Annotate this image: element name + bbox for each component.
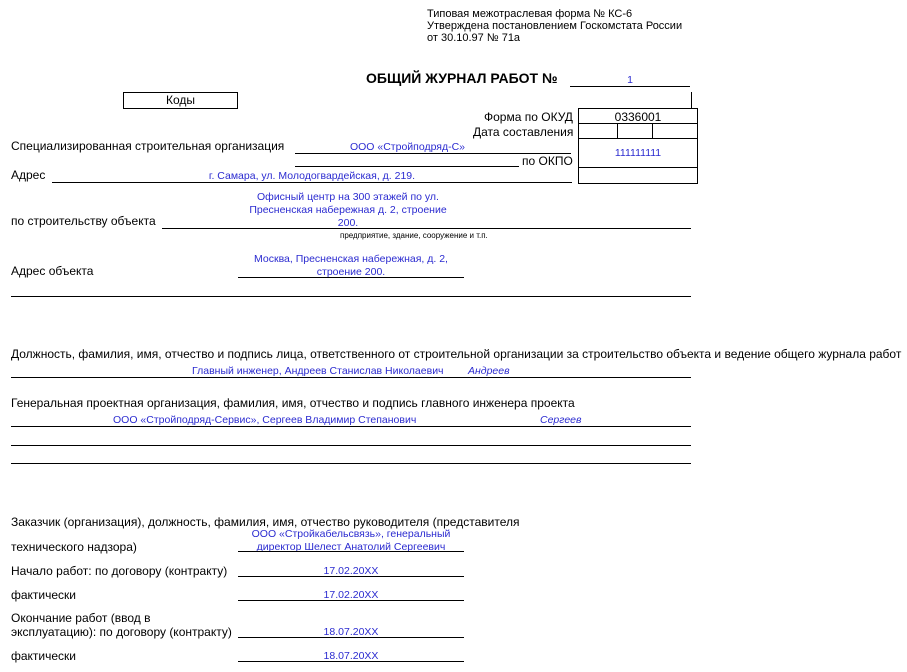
start-actual-line [238,600,464,601]
form-reference-line1: Типовая межотраслевая форма № КС-6 [427,8,633,20]
journal-title: ОБЩИЙ ЖУРНАЛ РАБОТ № [366,70,558,86]
form-reference-line3: от 30.10.97 № 71а [427,32,521,44]
start-contract-line [238,576,464,577]
codes-table-row-line [578,138,698,139]
organization-label: Специализированная строительная организация [11,139,285,153]
object-address-value[interactable]: Москва, Пресненская набережная, д. 2, строение 200. [254,253,448,278]
organization-line-2 [295,166,519,167]
object-address-line [238,277,464,278]
object-hint: предприятие, здание, сооружение и т.п. [340,231,488,240]
designer-line-3 [11,463,691,464]
customer-label-2: технического надзора) [11,540,137,554]
end-actual-value[interactable]: 18.07.20XX [323,650,379,662]
date-label: Дата составления [473,125,574,139]
organization-value[interactable]: ООО «Стройподряд-С» [349,141,466,153]
object-address-line-2 [11,296,691,297]
designer-line [11,426,691,427]
address-label: Адрес [11,168,46,182]
journal-number[interactable]: 1 [627,74,633,86]
codes-table-row-line [578,167,698,168]
object-value[interactable]: Офисный центр на 300 этажей по ул. Пресненская набережная д. 2, строение 200. [249,191,447,229]
object-line [162,228,691,229]
okpo-label: по ОКПО [522,154,573,168]
customer-line [238,551,464,552]
end-actual-label: фактически [11,649,77,663]
customer-value[interactable]: ООО «Стройкабельсвязь», генеральный директор Шелест Анатолий Сергеевич [251,528,451,553]
address-line [52,182,572,183]
end-contract-value[interactable]: 18.07.20XX [323,626,379,638]
date-cell-divider [617,123,618,138]
start-contract-label: Начало работ: по договору (контракту) [11,564,228,578]
responsible-signature[interactable]: Андреев [468,365,510,377]
form-reference-line2: Утверждена постановлением Госкомстата России [427,20,683,32]
designer-value[interactable]: ООО «Стройподряд-Сервис», Сергеев Владимир Степанович [113,414,417,426]
end-contract-line [238,637,464,638]
organization-line [295,153,571,154]
object-label: по строительству объекта [11,214,156,228]
customer-label-1: Заказчик (организация), должность, фамилия, имя, отчество руководителя (представителя [11,515,520,529]
codes-header: Коды [165,93,196,107]
responsible-label: Должность, фамилия, имя, отчество и подпись лица, ответственного от строительной организации за строительство объекта и ведение общего журнала работ [11,347,902,361]
okud-value: 0336001 [614,110,662,124]
designer-signature[interactable]: Сергеев [540,414,582,426]
address-value[interactable]: г. Самара, ул. Молодогвардейская, д. 219. [208,170,416,182]
object-address-label: Адрес объекта [11,264,94,278]
end-contract-label: Окончание работ (ввод в эксплуатацию): по договору (контракту) [11,611,232,639]
date-cell-divider [652,123,653,138]
designer-line-2 [11,445,691,446]
start-actual-label: фактически [11,588,77,602]
end-actual-line [238,661,464,662]
codes-header-box [123,92,238,109]
journal-number-line [570,86,690,87]
codes-divider [691,92,692,109]
okud-label: Форма по ОКУД [484,110,573,124]
start-actual-value[interactable]: 17.02.20XX [323,589,379,601]
okpo-value[interactable]: 111111111 [614,147,662,159]
responsible-line [11,377,691,378]
designer-label: Генеральная проектная организация, фамилия, имя, отчество и подпись главного инженера проекта [11,396,575,410]
start-contract-value[interactable]: 17.02.20XX [323,565,379,577]
responsible-value[interactable]: Главный инженер, Андреев Станислав Николаевич [192,365,444,377]
